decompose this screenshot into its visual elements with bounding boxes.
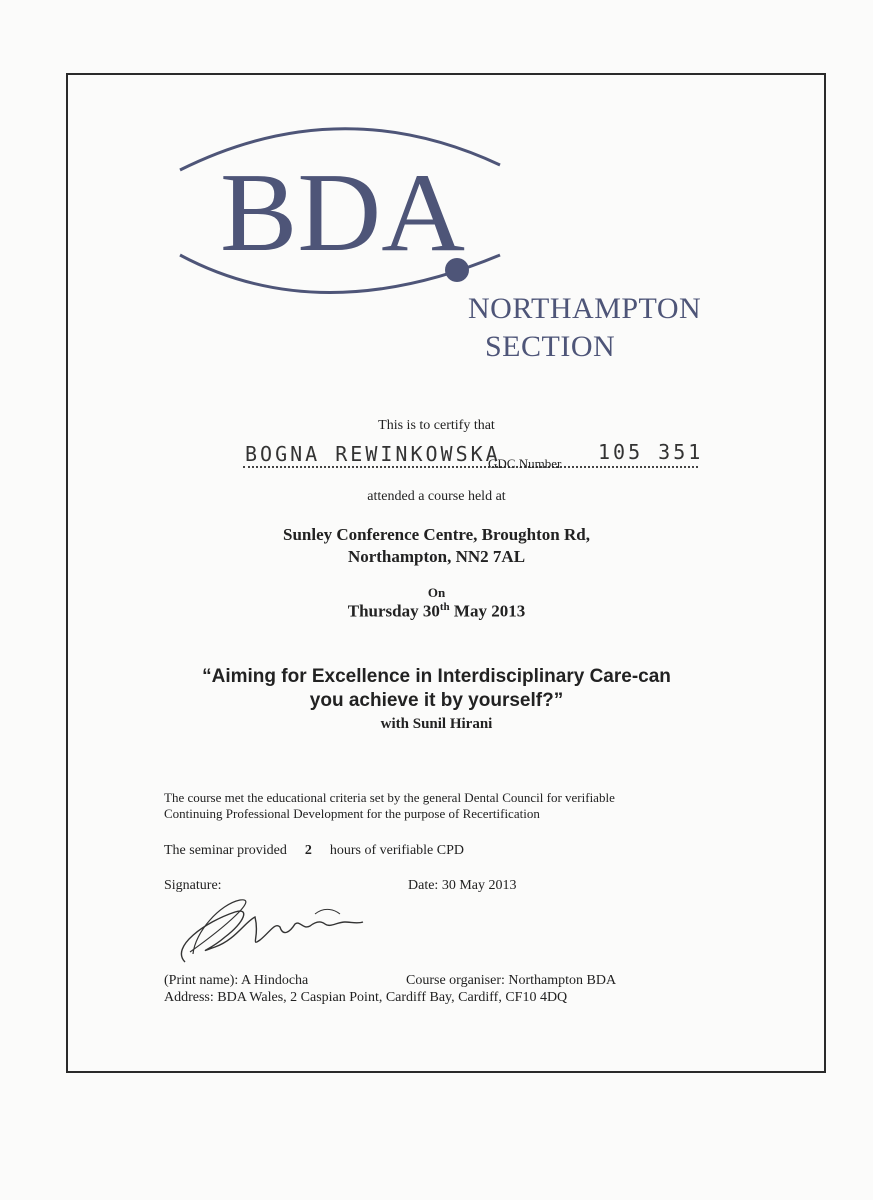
gdc-label: GDC Number bbox=[488, 456, 562, 471]
venue-line2: Northampton, NN2 7AL bbox=[347, 547, 526, 566]
gdc-number: 105 351 bbox=[598, 440, 704, 464]
course-title-line1: “Aiming for Excellence in Interdisciplinary Care-can bbox=[202, 666, 671, 687]
bda-logo bbox=[170, 110, 530, 310]
date-label: Date: 30 May 2013 bbox=[408, 878, 517, 893]
signature-image bbox=[165, 892, 385, 972]
criteria-line1: The course met the educational criteria set by the general Dental Council for verifiable bbox=[164, 790, 615, 805]
course-organiser: Course organiser: Northampton BDA bbox=[406, 973, 617, 988]
recipient-dotted-line bbox=[243, 466, 698, 468]
logo-letters: BDA bbox=[220, 151, 466, 275]
venue-line1: Sunley Conference Centre, Broughton Rd, bbox=[283, 525, 590, 544]
course-presenter: with Sunil Hirani bbox=[380, 716, 493, 732]
course-date: Thursday 30th May 2013 bbox=[347, 601, 526, 621]
certify-intro: This is to certify that bbox=[378, 418, 495, 433]
address: Address: BDA Wales, 2 Caspian Point, Cardiff Bay, Cardiff, CF10 4DQ bbox=[164, 990, 568, 1005]
course-title-line2: you achieve it by yourself?” bbox=[309, 690, 564, 711]
section-name-line1: NORTHAMPTON bbox=[468, 292, 702, 325]
cpd-statement: The seminar provided 2 hours of verifiable CPD bbox=[164, 843, 465, 858]
print-name: (Print name): A Hindocha bbox=[164, 973, 309, 988]
section-name-line2: SECTION bbox=[485, 330, 616, 363]
signature-label: Signature: bbox=[164, 878, 222, 893]
on-label: On bbox=[427, 585, 446, 600]
criteria-line2: Continuing Professional Development for the purpose of Recertification bbox=[164, 806, 540, 821]
recipient-name: BOGNA REWINKOWSKA bbox=[245, 442, 501, 466]
attended-text: attended a course held at bbox=[367, 489, 506, 504]
